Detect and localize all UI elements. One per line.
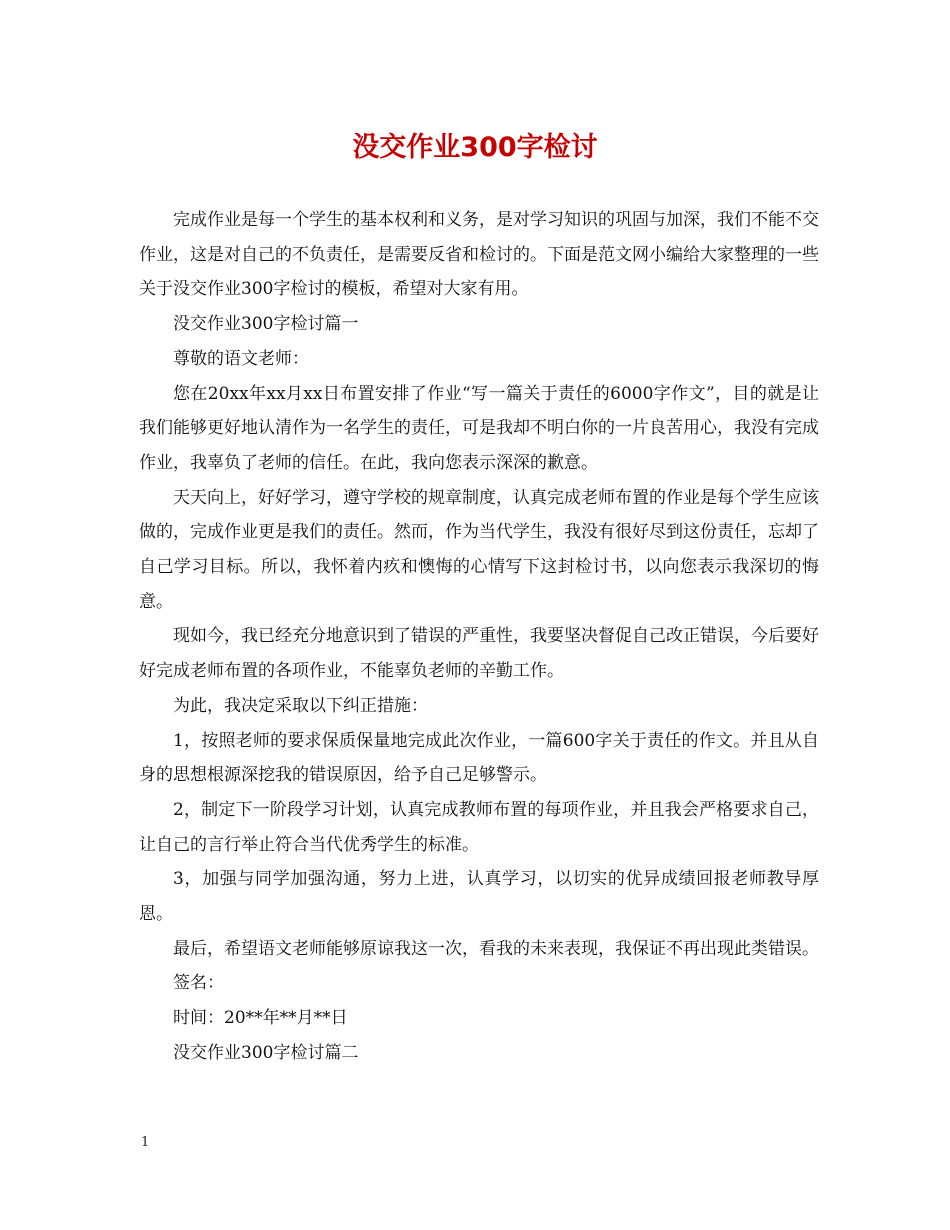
- body-paragraph: 天天向上，好好学习，遵守学校的规章制度，认真完成老师布置的作业是每个学生应该做的，完成作业更是我们的责任。然而，作为当代学生，我没有很好尽到这份责任，忘却了自己学习目标。所以，我怀着内疚和懊悔的心情写下这封检讨书，以向您表示我深切的悔意。: [139, 487, 819, 612]
- measure-item-1: 1，按照老师的要求保质保量地完成此次作业，一篇600字关于责任的作文。并且从自身的思想根源深挖我的错误原因，给予自己足够警示。: [139, 730, 819, 786]
- page-number: 1: [141, 1135, 150, 1150]
- measure-item-2: 2，制定下一阶段学习计划，认真完成教师布置的每项作业，并且我会严格要求自己，让自己的言行举止符合当代优秀学生的标准。: [139, 799, 819, 855]
- salutation: 尊敬的语文老师：: [173, 348, 309, 369]
- measures-intro: 为此，我决定采取以下纠正措施：: [173, 695, 428, 716]
- closing-paragraph: 最后，希望语文老师能够原谅我这一次，看我的未来表现，我保证不再出现此类错误。: [173, 938, 819, 959]
- section-heading-one: 没交作业300字检讨篇一: [173, 314, 359, 335]
- section-heading-two: 没交作业300字检讨篇二: [173, 1042, 359, 1063]
- document-title: 没交作业300字检讨: [352, 132, 598, 163]
- body-paragraph: 现如今，我已经充分地意识到了错误的严重性，我要坚决督促自己改正错误，今后要好好完成老师布置的各项作业，不能辜负老师的辛勤工作。: [139, 626, 819, 682]
- document-body: [139, 203, 819, 1071]
- date-line: 时间：20**年**月**日: [173, 1008, 348, 1029]
- signature-line: 签名：: [173, 973, 224, 994]
- intro-paragraph: 完成作业是每一个学生的基本权利和义务，是对学习知识的巩固与加深，我们不能不交作业，这是对自己的不负责任，是需要反省和检讨的。下面是范文网小编给大家整理的一些关于没交作业300字检讨的模板，希望对大家有用。: [139, 210, 819, 300]
- body-paragraph: 您在20xx年xx月xx日布置安排了作业“写一篇关于责任的6000字作文”，目的就是让我们能够更好地认清作为一名学生的责任，可是我却不明白你的一片良苦用心，我没有完成作业，我辜负了老师的信任。在此，我向您表示深深的歉意。: [139, 383, 819, 473]
- measure-item-3: 3，加强与同学加强沟通，努力上进，认真学习，以切实的优异成绩回报老师教导厚恩。: [139, 869, 819, 925]
